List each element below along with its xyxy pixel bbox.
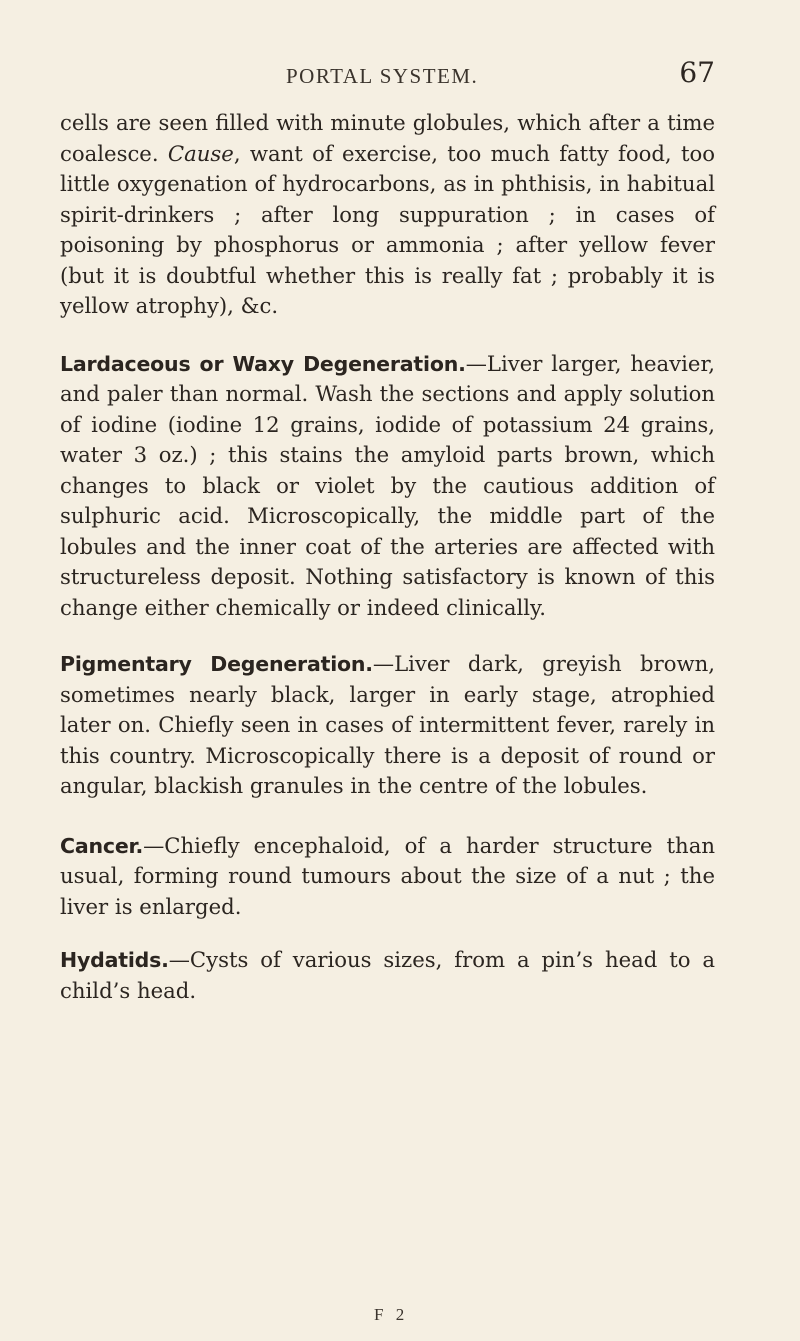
section-heading-lardaceous: Lardaceous or Waxy Degeneration. [60, 351, 466, 376]
body-text [60, 108, 715, 1006]
paragraph-text: —Cysts of various sizes, from a pin’s head to a child’s head. [60, 947, 715, 1003]
paragraph-text: , want of exercise, too much fatty food, too little oxygenation of hydrocarbons, as in phthisis, in habitual spirit-drinkers ; after long suppuration ; in cases of poisoning by phosphorus or ammonia ; after yellow fever (but it is doubtful whether this is really fat ; probably it is yellow atrophy), &c. [60, 140, 715, 318]
section-heading-cancer: Cancer. [60, 833, 144, 858]
paragraph-fatty-causes [60, 108, 715, 322]
paragraph-text: —Liver larger, heavier, and paler than normal. Wash the sections and apply solution of iodine (iodine 12 grains, iodide of potassium 24 grains, water 3 oz.) ; this stains the amyloid parts brown, which changes to black or violet by the cautious addition of sulphuric acid. Microscopically, the middle part of the lobules and the inner coat of the arteries are affected with structureless deposit. Nothing satisfactory is known of this change either chemically or indeed clinically. [60, 350, 715, 620]
paragraph-lardaceous [60, 349, 715, 624]
paragraph-text: —Chiefly encephaloid, of a harder structure than usual, forming round tumours about the size of a nut ; the liver is enlarged. [60, 832, 715, 919]
section-heading-hydatids: Hydatids. [60, 948, 169, 972]
paragraph-hydatids [60, 945, 715, 1006]
running-title: PORTAL SYSTEM. [286, 64, 479, 88]
paragraph-text: cells are seen filled with minute globules, which after a time coalesce. [60, 110, 715, 166]
paragraph-cancer [60, 831, 715, 923]
signature-mark: F 2 [374, 1305, 409, 1324]
cause-label: Cause [167, 140, 234, 166]
paragraph-text: —Liver dark, greyish brown, sometimes nearly black, larger in early stage, atrophied later on. Chiefly seen in cases of intermittent fever, rarely in this country. Microscopically there is a deposit of round or angular, blackish granules in the centre of the lobules. [60, 651, 715, 798]
running-head [60, 56, 715, 100]
section-heading-pigmentary: Pigmentary Degeneration. [60, 652, 373, 676]
page-number: 67 [679, 56, 715, 89]
paragraph-pigmentary [60, 649, 715, 802]
